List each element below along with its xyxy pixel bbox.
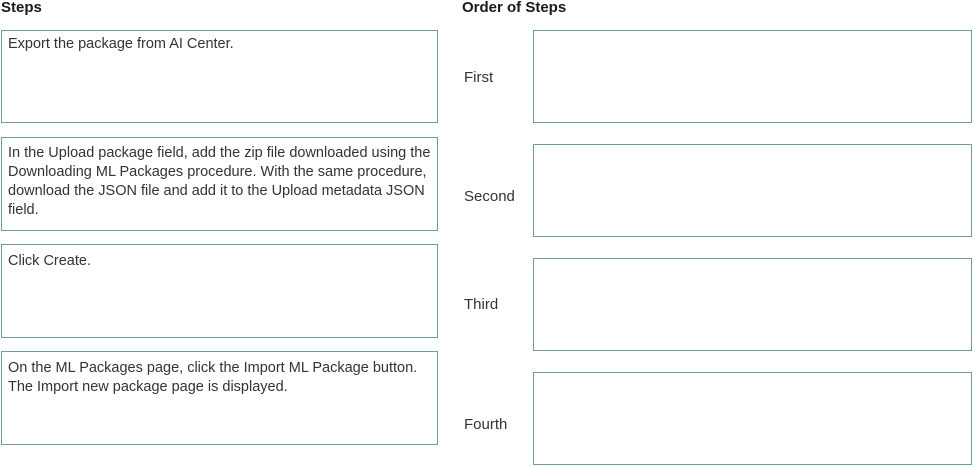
order-label-first: First — [464, 69, 494, 86]
drop-target-first[interactable] — [533, 30, 972, 123]
order-label-third: Third — [464, 296, 499, 313]
step-click-create[interactable] — [1, 244, 438, 338]
drop-target-second[interactable] — [533, 144, 972, 237]
step-upload-package[interactable] — [1, 137, 438, 231]
order-label-fourth: Fourth — [464, 416, 508, 433]
step-text: On the ML Packages page, click the Import ML Package button. The Import new package page is displayed. — [8, 360, 418, 395]
order-of-steps-heading: Order of Steps — [462, 0, 567, 16]
step-import-ml-package[interactable] — [1, 351, 438, 445]
order-label-second: Second — [464, 188, 515, 205]
step-text: Export the package from AI Center. — [8, 36, 234, 52]
drop-target-fourth[interactable] — [533, 372, 972, 465]
step-text: In the Upload package field, add the zip file downloaded using the Downloading ML Packages procedure. With the same procedure, download the JSON file and add it to the Upload metadata JSON field. — [8, 145, 431, 218]
step-export-package[interactable] — [1, 30, 438, 123]
steps-heading: Steps — [1, 0, 42, 16]
step-text: Click Create. — [8, 253, 91, 269]
drop-target-third[interactable] — [533, 258, 972, 351]
